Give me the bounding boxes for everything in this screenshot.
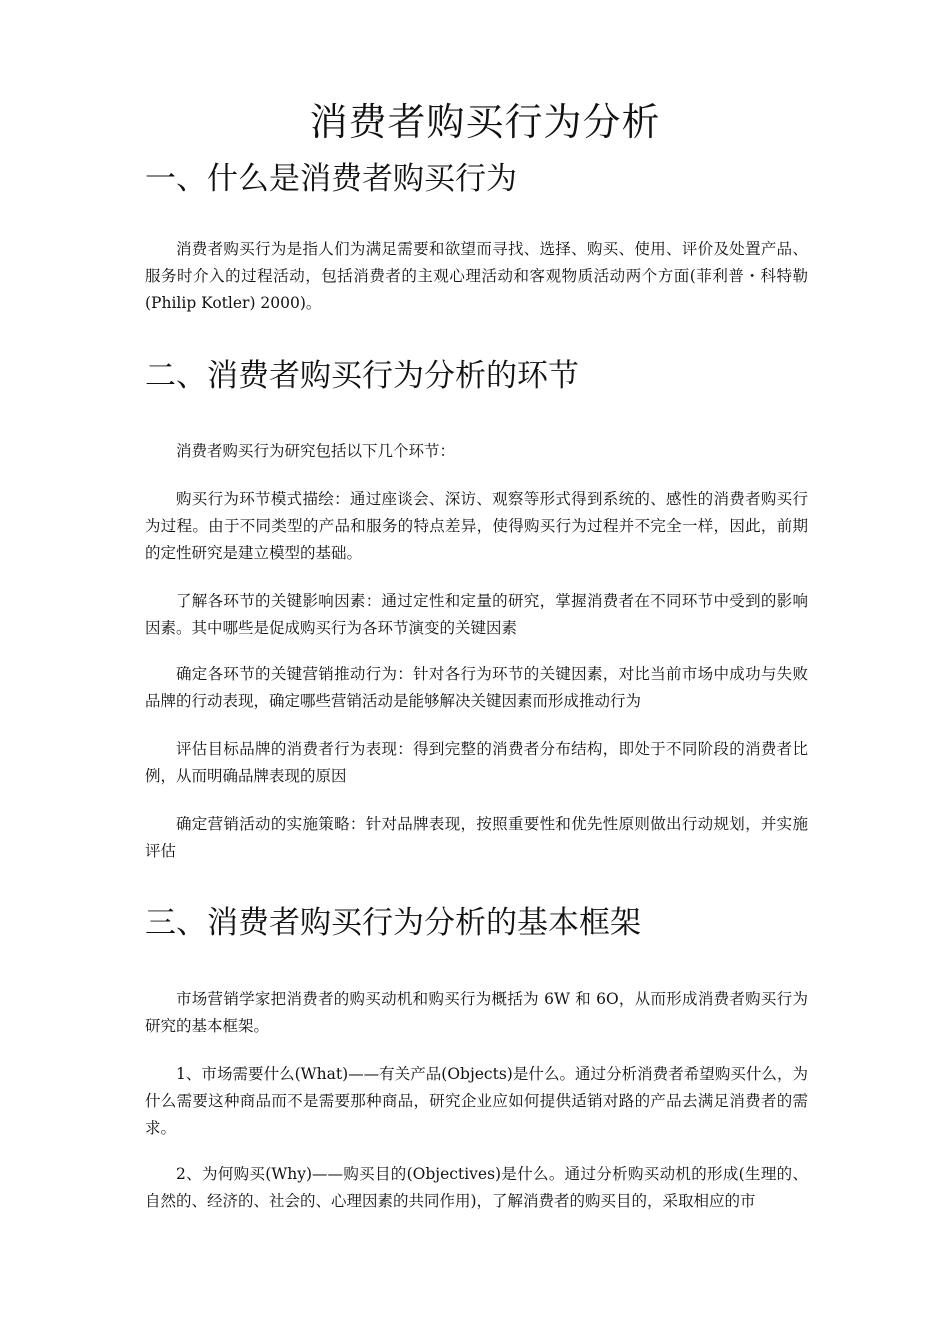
section-2-paragraph-6: 确定营销活动的实施策略：针对品牌表现，按照重要性和优先性原则做出行动规划，并实施评估 [145, 815, 808, 860]
section-2-paragraph-3: 了解各环节的关键影响因素：通过定性和定量的研究，掌握消费者在不同环节中受到的影响因素。其中哪些是促成购买行为各环节演变的关键因素 [145, 592, 808, 637]
section-2-heading: 二、消费者购买行为分析的环节 [145, 358, 579, 394]
section-2-paragraph-4: 确定各环节的关键营销推动行为：针对各行为环节的关键因素，对比当前市场中成功与失败品牌的行动表现，确定哪些营销活动是能够解决关键因素而形成推动行为 [145, 665, 808, 710]
section-2-paragraph-5: 评估目标品牌的消费者行为表现：得到完整的消费者分布结构，即处于不同阶段的消费者比例，从而明确品牌表现的原因 [145, 740, 808, 785]
section-2-paragraph-2: 购买行为环节模式描绘：通过座谈会、深访、观察等形式得到系统的、感性的消费者购买行为过程。由于不同类型的产品和服务的特点差异，使得购买行为过程并不完全一样，因此，前期的定性研究是建立模型的基础。 [145, 490, 808, 562]
section-3-paragraph-2: 1、市场需要什么(What)——有关产品(Objects)是什么。通过分析消费者希望购买什么，为什么需要这种商品而不是需要那种商品，研究企业应如何提供适销对路的产品去满足消费者的需求。 [145, 1065, 808, 1137]
section-3-paragraph-1: 市场营销学家把消费者的购买动机和购买行为概括为 6W 和 6O，从而形成消费者购买行为研究的基本框架。 [145, 990, 808, 1035]
section-3-paragraph-3: 2、为何购买(Why)——购买目的(Objectives)是什么。通过分析购买动机的形成(生理的、自然的、经济的、社会的、心理因素的共同作用)，了解消费者的购买目的，采取相应的市 [145, 1165, 808, 1210]
section-2-paragraph-1: 消费者购买行为研究包括以下几个环节： [176, 442, 456, 460]
section-1-paragraph-1: 消费者购买行为是指人们为满足需要和欲望而寻找、选择、购买、使用、评价及处置产品、服务时介入的过程活动，包括消费者的主观心理活动和客观物质活动两个方面(菲利普・科特勒(Philip Kotler) 2000)。 [145, 240, 808, 312]
document-title: 消费者购买行为分析 [309, 100, 661, 144]
section-1-heading: 一、什么是消费者购买行为 [145, 161, 517, 197]
section-3-heading: 三、消费者购买行为分析的基本框架 [145, 905, 641, 941]
